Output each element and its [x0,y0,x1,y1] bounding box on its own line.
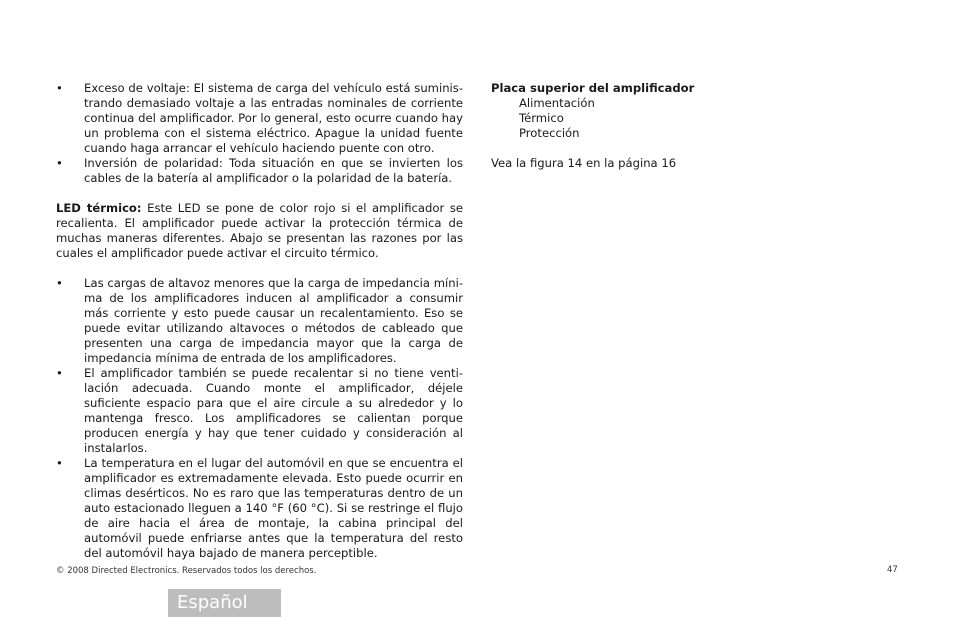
right-column [491,81,791,171]
left-column [56,81,463,561]
list-item [56,456,463,561]
list-item [56,81,463,156]
led-text: Este LED se pone de color rojo si el amplificador se recalienta. El amplificador puede activar la protección térmica de muchas maneras diferentes. Abajo se presentan las razones por las cuales el amplificador puede activar el circuito térmico. [56,201,463,260]
bullet-text: Las cargas de altavoz menores que la carga de impedancia mínima de los amplificadores inducen al amplificador a consumir más corriente y esto puede causar un recalentamiento. Eso se puede evitar utilizando altavoces o métodos de cableado que presenten una carga de impedancia mayor que la carga de impedancia mínima de entrada de los amplificadores. [84,276,463,365]
thermal-bullets [56,276,463,561]
led-paragraph [56,201,463,261]
voltage-bullets [56,81,463,186]
bullet-text: La temperatura en el lugar del automóvil en que se encuentra el amplificador es extremadamente elevada. Esto puede ocurrir en climas desérticos. No es raro que las temperaturas dentro de un auto estacionado lleguen a 140 °F (60 °C). Si se restringe el flujo de aire hacia el área de montaje, la cabina principal del automóvil puede enfriarse antes que la temperatura del resto del automóvil haya bajado de manera perceptible. [84,456,463,560]
bullet-text: El amplificador también se puede recalentar si no tiene ventilación adecuada. Cuando monte el amplificador, déjele suficiente espacio para que el aire circule a su alrededor y lo mantenga fresco. Los amplificadores se calientan porque producen energía y hay que tener cuidado y consideración al instalarlos. [84,366,463,455]
plate-title: Placa superior del amplificador [491,81,695,95]
bullet-icon: • [56,276,63,290]
plate-item-power: Alimentación [519,96,595,110]
page-number: 47 [887,565,898,575]
copyright-notice: © 2008 Directed Electronics. Reservados todos los derechos. [56,566,317,576]
figure-reference: Vea la figura 14 en la página 16 [491,156,677,170]
bullet-text: Exceso de voltaje: El sistema de carga del vehículo está suministrando demasiado voltaje a las entradas nominales de corriente continua del amplificador. Por lo general, esto ocurre cuando hay un problema con el sistema eléctrico. Apague la unidad fuente cuando haga arrancar el vehículo haciendo puente con otro. [84,81,463,155]
bullet-text: Inversión de polaridad: Toda situación en que se invierten los cables de la batería al amplificador o la polaridad de la batería. [84,156,463,185]
bullet-icon: • [56,156,63,170]
plate-item-thermal: Térmico [519,111,564,125]
language-tab: Español [168,589,281,617]
plate-item-protection: Protección [519,126,580,140]
list-item [56,276,463,366]
bullet-icon: • [56,81,63,95]
list-item [56,366,463,456]
bullet-icon: • [56,456,63,470]
bullet-icon: • [56,366,63,380]
led-label: LED térmico: [56,201,142,215]
list-item [56,156,463,186]
